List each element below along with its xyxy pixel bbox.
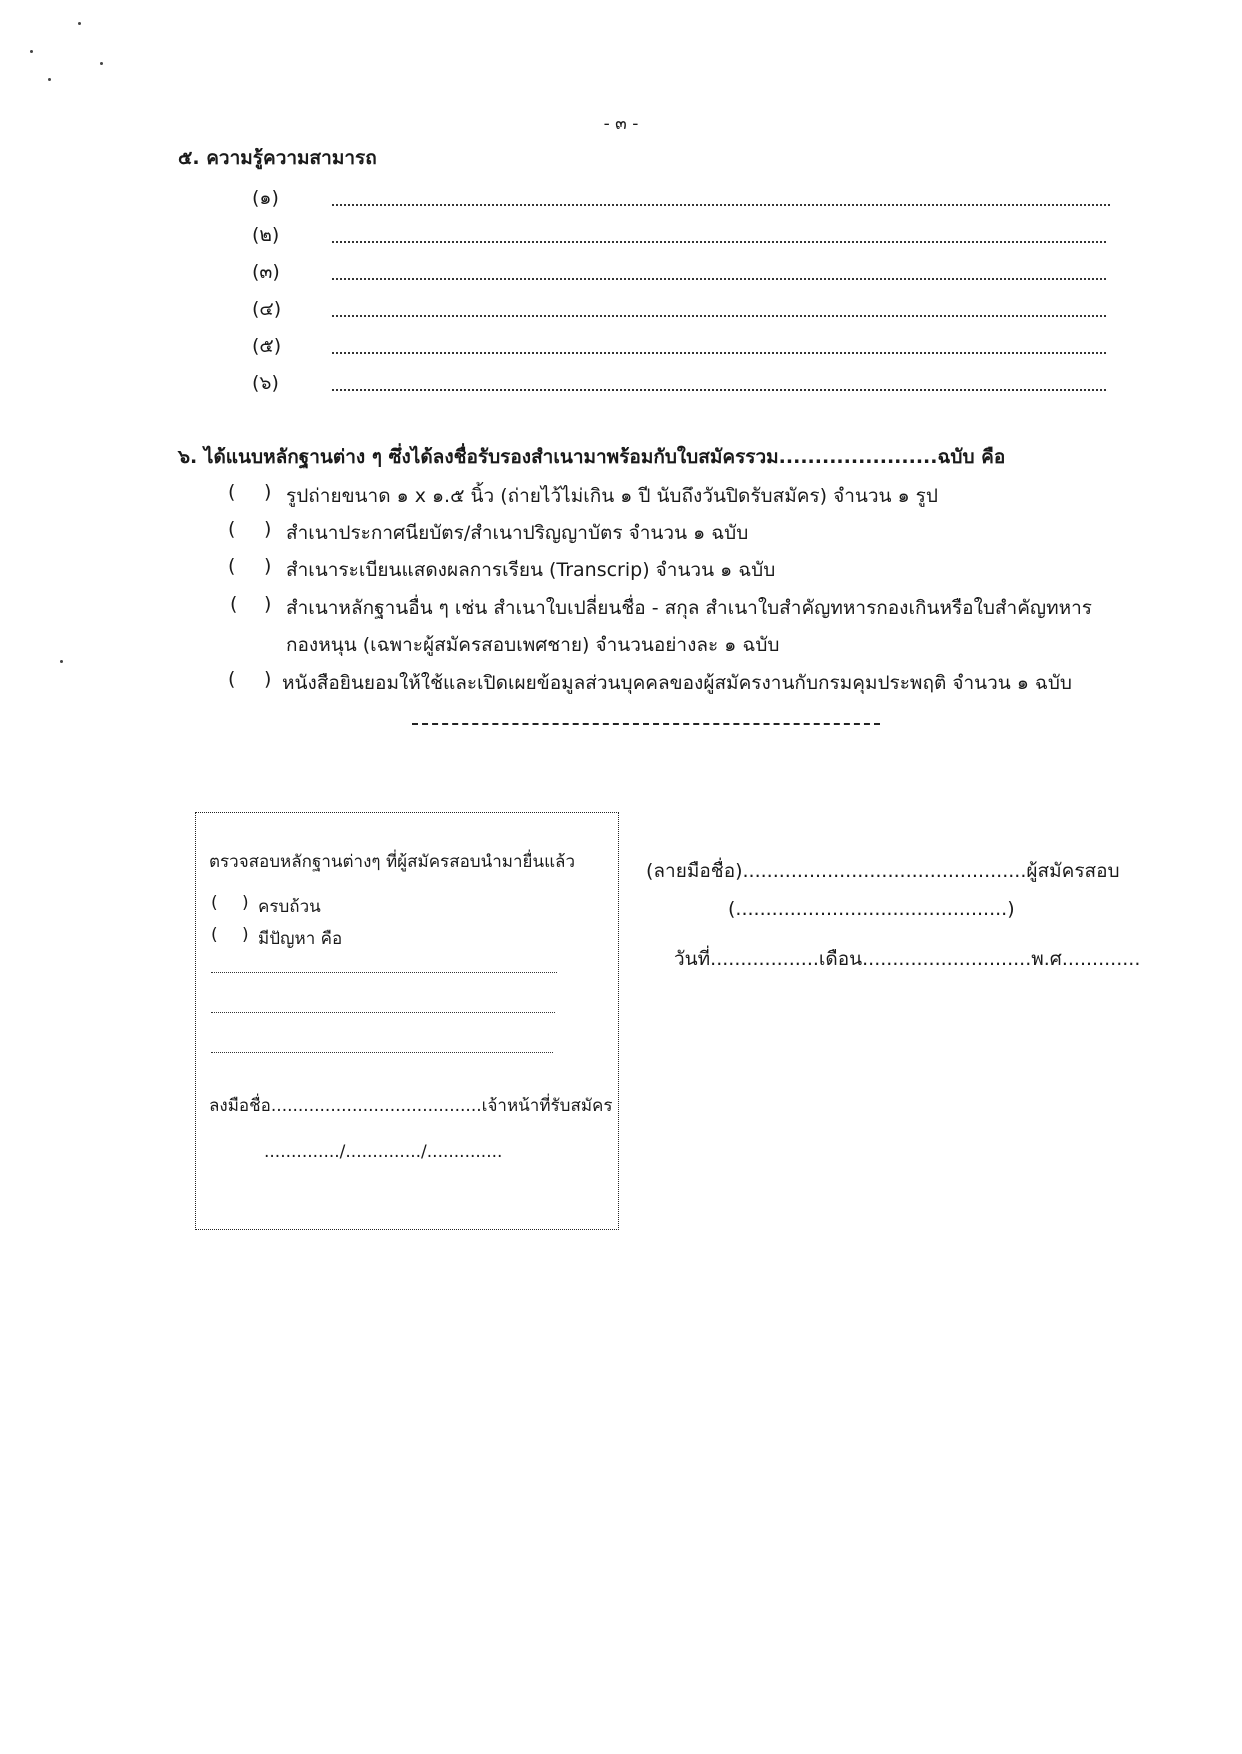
officer-signature-line[interactable]: ลงมือชื่อ.......................................เจ้าหน้าที่รับสมัคร bbox=[209, 1096, 613, 1116]
knowledge-item-3-line[interactable] bbox=[332, 278, 1106, 280]
verification-title: ตรวจสอบหลักฐานต่างๆ ที่ผู้สมัครสอบนำมายื่นแล้ว bbox=[209, 852, 575, 872]
attachment-5-text: หนังสือยินยอมให้ใช้และเปิดเผยข้อมูลส่วนบุคคลของผู้สมัครงานกับกรมคุมประพฤติ จำนวน ๑ ฉบับ bbox=[282, 672, 1072, 694]
problem-detail-line-3[interactable] bbox=[211, 1052, 553, 1053]
knowledge-item-5-line[interactable] bbox=[332, 352, 1106, 354]
knowledge-item-1-line[interactable] bbox=[332, 204, 1110, 206]
scan-speck bbox=[60, 660, 63, 663]
section-6-title: ๖. ได้แนบหลักฐานต่าง ๆ ซึ่งได้ลงชื่อรับรองสำเนามาพร้อมกับใบสมัครรวม......................ฉบับ คือ bbox=[178, 446, 1006, 468]
attachment-2-checkbox-open[interactable]: ( bbox=[228, 518, 236, 540]
scan-speck bbox=[48, 78, 51, 81]
knowledge-item-5-label: (๕) bbox=[252, 335, 282, 357]
attachment-5-checkbox-close[interactable]: ) bbox=[264, 668, 272, 690]
problem-option-label: มีปัญหา คือ bbox=[258, 929, 343, 949]
section-separator bbox=[412, 723, 880, 725]
attachment-4-checkbox-open[interactable]: ( bbox=[230, 593, 238, 615]
attachment-5-checkbox-open[interactable]: ( bbox=[228, 668, 236, 690]
section-5-title: ๕. ความรู้ความสามารถ bbox=[178, 147, 377, 169]
page-number: - ๓ - bbox=[603, 114, 639, 134]
officer-date-line[interactable]: ............../............../.............. bbox=[264, 1142, 503, 1162]
problem-detail-line-1[interactable] bbox=[211, 972, 557, 973]
attachment-4-text: สำเนาหลักฐานอื่น ๆ เช่น สำเนาใบเปลี่ยนชื่อ - สกุล สำเนาใบสำคัญทหารกองเกินหรือใบสำคัญทหาร bbox=[286, 597, 1093, 619]
scan-speck bbox=[100, 62, 103, 65]
knowledge-item-6-label: (๖) bbox=[252, 372, 279, 394]
attachment-1-text: รูปถ่ายขนาด ๑ x ๑.๕ นิ้ว (ถ่ายไว้ไม่เกิน ๑ ปี นับถึงวันปิดรับสมัคร) จำนวน ๑ รูป bbox=[286, 485, 938, 507]
scan-speck bbox=[78, 22, 81, 25]
knowledge-item-3-label: (๓) bbox=[252, 261, 280, 283]
problem-checkbox-open[interactable]: ( bbox=[211, 925, 218, 945]
knowledge-item-4-line[interactable] bbox=[332, 315, 1106, 317]
attachment-3-checkbox-open[interactable]: ( bbox=[228, 555, 236, 577]
attachment-1-checkbox-close[interactable]: ) bbox=[264, 481, 272, 503]
complete-checkbox-open[interactable]: ( bbox=[211, 893, 218, 913]
knowledge-item-6-line[interactable] bbox=[332, 389, 1106, 391]
complete-checkbox-close[interactable]: ) bbox=[242, 893, 249, 913]
knowledge-item-2-label: (๒) bbox=[252, 224, 280, 246]
applicant-name-line[interactable]: (.............................................) bbox=[728, 898, 1015, 920]
attachment-2-checkbox-close[interactable]: ) bbox=[264, 518, 272, 540]
complete-option-label: ครบถ้วน bbox=[258, 897, 321, 917]
knowledge-item-1-label: (๑) bbox=[252, 187, 279, 209]
attachment-3-text: สำเนาระเบียนแสดงผลการเรียน (Transcrip) จำนวน ๑ ฉบับ bbox=[286, 559, 776, 581]
attachment-1-checkbox-open[interactable]: ( bbox=[228, 481, 236, 503]
attachment-4-checkbox-close[interactable]: ) bbox=[264, 593, 272, 615]
applicant-date-line[interactable]: วันที่..................เดือน............................พ.ศ............. bbox=[674, 948, 1141, 970]
knowledge-item-4-label: (๔) bbox=[252, 298, 282, 320]
problem-detail-line-2[interactable] bbox=[211, 1012, 555, 1013]
attachment-3-checkbox-close[interactable]: ) bbox=[264, 555, 272, 577]
attachment-2-text: สำเนาประกาศนียบัตร/สำเนาปริญญาบัตร จำนวน ๑ ฉบับ bbox=[286, 522, 749, 544]
attachment-4-text-continued: กองหนุน (เฉพาะผู้สมัครสอบเพศชาย) จำนวนอย่างละ ๑ ฉบับ bbox=[286, 634, 780, 656]
knowledge-item-2-line[interactable] bbox=[332, 241, 1106, 243]
scan-speck bbox=[30, 50, 33, 53]
applicant-signature-line[interactable]: (ลายมือชื่อ)...............................................ผู้สมัครสอบ bbox=[646, 860, 1120, 882]
problem-checkbox-close[interactable]: ) bbox=[242, 925, 249, 945]
